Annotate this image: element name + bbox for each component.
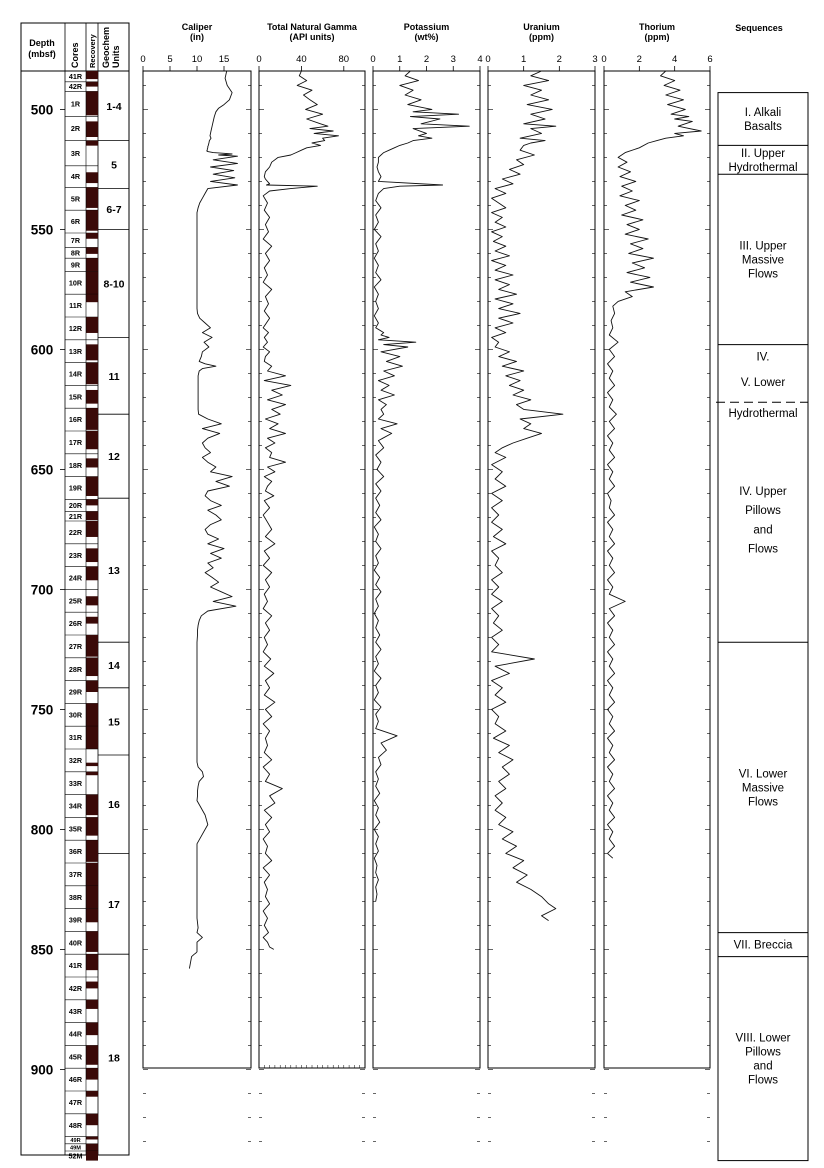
log-curve <box>374 71 469 901</box>
recovery-bar <box>86 1000 98 1009</box>
core-label: 25R <box>68 596 83 606</box>
sequence-label: and <box>753 1060 773 1073</box>
core-label: 1R <box>70 99 81 109</box>
recovery-bar <box>86 886 98 909</box>
core-label: 21R <box>68 511 83 521</box>
sequence-label: VIII. Lower <box>735 1032 791 1045</box>
x-tick-label: 4 <box>672 54 678 65</box>
x-tick-label: 0 <box>601 54 607 65</box>
x-tick-label: 1 <box>397 54 403 65</box>
x-tick-label: 80 <box>338 54 350 65</box>
log-curve <box>263 71 338 949</box>
recovery-bar <box>86 1068 98 1079</box>
track-frame <box>259 71 365 1068</box>
recovery-bar <box>86 141 98 146</box>
core-label: 41R <box>68 71 83 81</box>
core-label: 49M <box>70 1145 81 1152</box>
geochem-unit-label: 5 <box>111 159 117 172</box>
log-curve <box>492 71 563 921</box>
cores-title: Cores <box>70 42 80 68</box>
recovery-bar <box>86 635 98 657</box>
core-label: 43R <box>68 1006 83 1016</box>
sequence-label: VI. Lower <box>738 768 788 781</box>
core-label: 17R <box>68 437 83 447</box>
core-label: 52M <box>68 1151 83 1161</box>
recovery-bar <box>86 909 98 923</box>
core-label: 36R <box>68 847 83 857</box>
recovery-bar <box>86 817 98 835</box>
log-curve <box>608 71 702 858</box>
core-label: 45R <box>68 1052 83 1062</box>
x-tick-label: 5 <box>167 54 173 65</box>
core-label: 14R <box>68 369 83 379</box>
core-label: 28R <box>68 664 83 674</box>
core-label: 6R <box>70 217 81 227</box>
sequence-label: Pillows <box>745 1046 781 1059</box>
x-tick-label: 1 <box>521 54 527 65</box>
recovery-bar <box>86 863 98 886</box>
core-label: 8R <box>70 248 81 258</box>
core-label: 47R <box>68 1097 83 1107</box>
core-label: 24R <box>68 573 83 583</box>
recovery-bar <box>86 458 98 467</box>
depth-label: 500 <box>30 102 54 118</box>
core-label: 41R <box>68 961 83 971</box>
depth-label: 600 <box>30 342 54 358</box>
track-unit: (ppm) <box>529 32 554 42</box>
sequence-label: V. Lower <box>740 376 786 389</box>
recovery-bar <box>86 1144 98 1151</box>
depth-label: 800 <box>30 822 54 838</box>
depth-labels <box>31 102 65 1077</box>
recovery-bar <box>86 681 98 692</box>
recovery-bar <box>86 1023 98 1036</box>
track-title: Caliper <box>181 22 213 32</box>
core-label: 22R <box>68 527 83 537</box>
depth-label: 850 <box>30 942 54 958</box>
geochem-unit-label: 13 <box>108 565 120 578</box>
sequences-title: Sequences <box>735 23 783 33</box>
track-title: Total Natural Gamma <box>267 22 357 32</box>
recovery-bar <box>86 271 98 294</box>
recovery-bar <box>86 772 98 775</box>
track-unit: (ppm) <box>644 32 670 42</box>
core-label: 49R <box>70 1138 81 1145</box>
sequence-label: Basalts <box>744 121 782 133</box>
x-tick-label: 2 <box>636 54 642 65</box>
core-label: 46R <box>68 1075 83 1085</box>
recovery-bar <box>86 1137 98 1140</box>
recovery-bar <box>86 511 98 520</box>
geochem-unit-label: 14 <box>108 660 120 672</box>
track-frame <box>373 71 480 1068</box>
core-label: 23R <box>68 550 83 560</box>
track-title: Potassium <box>403 22 450 32</box>
geochem-unit-rows <box>98 101 129 1065</box>
core-label: 10R <box>68 278 83 288</box>
units-title-line2: Units <box>111 45 121 68</box>
x-tick-label: 0 <box>370 54 376 65</box>
x-tick-label: 3 <box>592 54 598 65</box>
sequences-column <box>716 23 808 1161</box>
recovery-title: Recovery <box>88 34 97 68</box>
recovery-bar <box>86 258 98 271</box>
units-title-line1: Geochem <box>101 26 111 68</box>
recovery-bar <box>86 840 98 862</box>
sequence-boxes <box>716 93 808 1161</box>
sequence-label: III. Upper <box>739 240 787 253</box>
recovery-bar <box>86 548 98 562</box>
x-tick-label: 4 <box>477 54 483 65</box>
geochem-unit-label: 1-4 <box>106 100 122 113</box>
track-frame <box>604 71 710 1068</box>
recovery-bar <box>86 431 98 449</box>
track-title: Uranium <box>523 22 560 32</box>
depth-label: 900 <box>30 1062 54 1078</box>
core-label: 40R <box>68 938 83 948</box>
recovery-bar <box>86 931 98 952</box>
geochem-unit-label: 6-7 <box>106 204 122 216</box>
recovery-bar <box>86 1045 98 1064</box>
geochem-unit-label: 16 <box>108 799 120 812</box>
core-label: 29R <box>68 687 83 697</box>
core-label: 32R <box>68 755 83 765</box>
recovery-bar <box>86 954 98 970</box>
depth-label: 550 <box>30 222 54 238</box>
sequence-label: Flows <box>747 543 779 556</box>
x-tick-label: 40 <box>296 54 307 65</box>
core-label: 9R <box>70 260 81 270</box>
sequence-label: IV. Upper <box>739 486 787 498</box>
core-label: 27R <box>68 641 83 651</box>
geochem-unit-label: 17 <box>108 898 120 911</box>
sequence-label: Hydrothermal <box>728 161 798 174</box>
x-tick-label: 0 <box>256 54 262 65</box>
core-label: 2R <box>70 124 81 134</box>
track-thorium <box>601 22 712 1141</box>
recovery-bar <box>86 1151 98 1161</box>
sequence-label: IV. <box>756 351 770 364</box>
recovery-bar <box>86 247 98 253</box>
core-label: 19R <box>68 483 83 493</box>
sequence-label: II. Upper <box>740 147 786 160</box>
core-label: 33R <box>68 778 83 788</box>
recovery-bar <box>86 763 98 766</box>
core-label: 35R <box>68 824 83 834</box>
track-uranium <box>485 22 597 1141</box>
recovery-bar <box>86 344 98 360</box>
recovery-bar <box>86 317 98 333</box>
log-tracks <box>140 22 712 1141</box>
x-tick-label: 2 <box>423 54 430 65</box>
track-unit: (in) <box>190 32 204 42</box>
sequence-label: VII. Breccia <box>733 939 793 952</box>
x-tick-label: 6 <box>707 54 713 65</box>
core-label: 15R <box>68 392 83 402</box>
core-rows <box>65 71 98 1161</box>
core-label: 3R <box>70 148 81 158</box>
depth-label: 700 <box>30 582 54 598</box>
core-label: 38R <box>68 892 83 902</box>
x-tick-label: 3 <box>450 54 456 65</box>
recovery-bar <box>86 187 98 208</box>
track-title: Thorium <box>639 22 675 32</box>
geochem-unit-label: 12 <box>108 451 120 464</box>
core-label: 5R <box>70 194 81 204</box>
recovery-bar <box>86 596 98 605</box>
recovery-bar <box>86 294 98 302</box>
core-label: 13R <box>68 346 83 356</box>
sequence-label: Hydrothermal <box>728 408 798 420</box>
x-tick-label: 0 <box>485 54 491 65</box>
recovery-bar <box>86 172 98 183</box>
sequence-label: I. Alkali <box>744 107 782 119</box>
recovery-bar <box>86 1114 98 1125</box>
track-frame <box>488 71 595 1068</box>
x-tick-label: 15 <box>218 54 230 65</box>
core-label: 12R <box>68 323 83 333</box>
recovery-bar <box>86 210 98 231</box>
recovery-bar <box>86 521 98 537</box>
recovery-bar <box>86 477 98 496</box>
geochem-unit-label: 8-10 <box>103 278 125 291</box>
log-curve <box>189 71 237 969</box>
sequence-label: Massive <box>741 254 785 267</box>
recovery-bar <box>86 408 98 430</box>
track-caliper <box>140 22 251 1141</box>
sequences-frame <box>718 93 808 1161</box>
core-label: 7R <box>70 235 81 245</box>
depth-title-line1: Depth <box>29 38 55 48</box>
core-label: 4R <box>70 172 81 182</box>
geochem-unit-label: 11 <box>108 370 120 383</box>
recovery-bar <box>86 121 98 137</box>
recovery-bar <box>86 82 98 87</box>
depth-label: 750 <box>30 702 54 718</box>
recovery-bar <box>86 795 98 816</box>
recovery-bar <box>86 726 98 749</box>
recovery-bar <box>86 91 98 115</box>
sequence-label: Flows <box>747 268 779 281</box>
sequence-label: Pillows <box>745 505 781 518</box>
core-label: 34R <box>68 801 83 811</box>
recovery-bar <box>86 703 98 726</box>
recovery-bar <box>86 390 98 404</box>
x-tick-label: 2 <box>556 54 562 65</box>
track-unit: (API units) <box>289 32 335 42</box>
recovery-bar <box>86 499 98 505</box>
depth-title-line2: (mbsf) <box>28 49 56 59</box>
recovery-bar <box>86 363 98 385</box>
recovery-bar <box>86 617 98 624</box>
core-label: 18R <box>68 460 83 470</box>
recovery-bar <box>86 982 98 989</box>
recovery-bar <box>86 567 98 581</box>
sequence-label: Flows <box>747 796 779 809</box>
recovery-bar <box>86 71 98 79</box>
x-tick-label: 10 <box>191 54 203 65</box>
core-label: 48R <box>68 1120 83 1130</box>
depth-label: 650 <box>30 462 54 478</box>
geochem-unit-label: 18 <box>108 1052 120 1065</box>
recovery-bar <box>86 658 98 676</box>
sequence-label: Flows <box>747 1074 779 1087</box>
core-label: 30R <box>68 710 83 720</box>
track-potassium <box>370 22 482 1141</box>
core-label: 11R <box>69 301 82 311</box>
core-label: 16R <box>68 415 83 425</box>
core-label: 42R <box>68 82 83 92</box>
depth-column <box>21 23 129 1161</box>
sequence-label: Massive <box>741 782 785 795</box>
core-label: 31R <box>68 733 83 743</box>
core-label: 42R <box>68 983 83 993</box>
recovery-bar <box>86 1091 98 1097</box>
geochem-unit-label: 15 <box>108 716 120 729</box>
recovery-bar <box>86 233 98 239</box>
track-unit: (wt%) <box>414 32 439 42</box>
core-label: 26R <box>68 619 83 629</box>
core-label: 39R <box>68 915 83 925</box>
track-total-natural-gamma <box>256 22 365 1141</box>
core-label: 37R <box>68 869 83 879</box>
x-tick-label: 0 <box>140 54 146 65</box>
sequence-label: and <box>753 524 773 537</box>
core-label: 44R <box>68 1029 83 1039</box>
core-label: 20R <box>68 500 83 510</box>
